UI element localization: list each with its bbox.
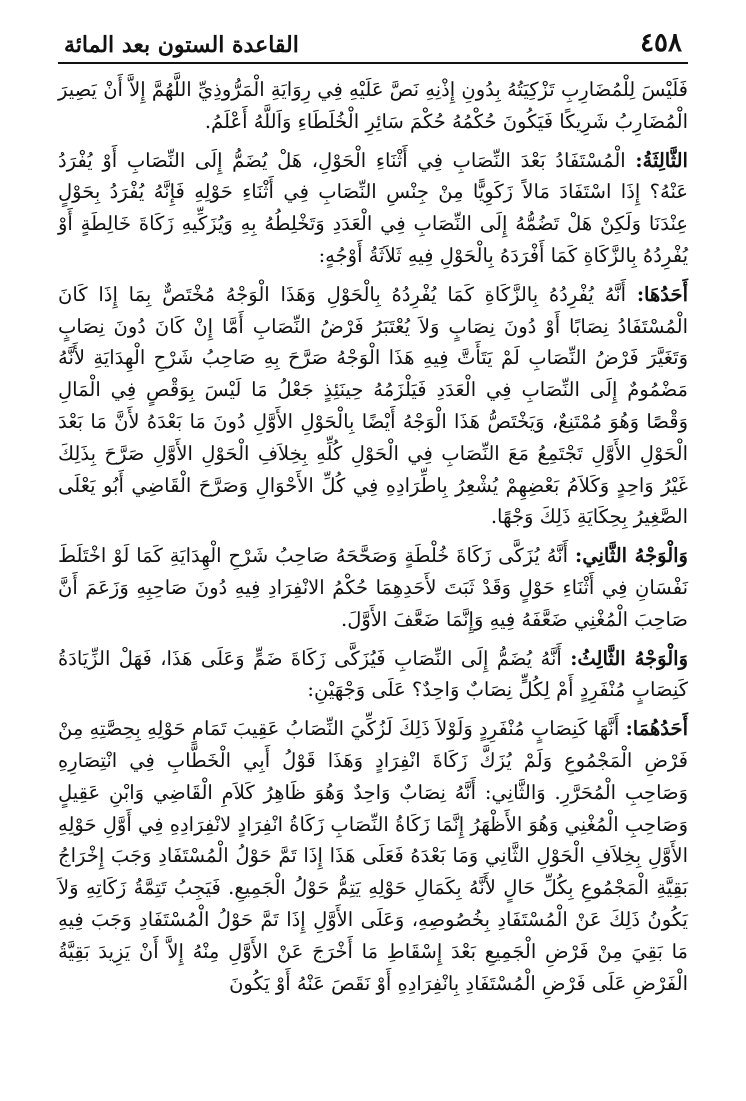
paragraph: وَالْوَجْهُ الثَّانِي: أَنَّهُ يُزَكَّى زَكَاةَ خُلْطَةٍ وَصَحَّحَهُ صَاحِبُ شَرْحِ الْهِدَايَةِ كَمَا لَوْ اخْتَلَطَ نَفْسَانِ فِي أَثْنَاءِ حَوْلٍ وَقَدْ ثَبَتَ لأَحَدِهِمَا حُكْمُ الانْفِرَادِ فِيهِ دُونَ صَاحِبِهِ وَزَعَمَ أَنَّ صَاحِبَ الْمُغْنِي ضَعَّفَهُ فِيهِ وَإِنَّمَا ضَعَّفَ الأَوَّلَ.: [58, 544, 688, 631]
paragraph-lead: أَحَدُهَا:: [636, 282, 688, 306]
paragraph: أَحَدُهَا: أَنَّهُ يُفْرِدُهُ بِالزَّكَاةِ كَمَا يُفْرِدُهُ بِالْحَوْلِ وَهَذَا الْوَجْهُ مُخْتَصٌّ بِمَا إِذَا كَانَ الْمُسْتَفَادُ نِصَابًا أَوْ دُونَ نِصَابٍ وَلاَ يُعْتَبَرُ فَرْضُ النِّصَابِ أَمَّا إِنْ كَانَ دُونَ نِصَابٍ وَتَغَيَّرَ فَرْضُ النِّصَابِ لَمْ يَتَأَتَّ فِيهِ هَذَا الْوَجْهُ صَرَّحَ بِهِ صَاحِبُ شَرْحِ الْهِدَايَةِ لأَنَّهُ مَضْمُومٌ إِلَى النِّصَابِ فِي الْعَدَدِ فَيَلْزَمُهُ حِينَئِذٍ جَعْلُ مَا لَيْسَ بِوَقْصٍ فِي الْمَالِ وَقْصًا وَهُوَ مُمْتَنِعٌ، وَيَخْتَصُّ هَذَا الْوَجْهُ أَيْضًا بِالْحَوْلِ الأَوَّلِ دُونَ مَا بَعْدَهُ لأَنَّ مَا بَعْدَ الْحَوْلِ الأَوَّلِ تَجْتَمِعُ مَعَ النِّصَابِ فِي الْحَوْلِ كُلِّهِ بِخِلاَفِ الْحَوْلِ الأَوَّلِ صَرَّحَ بِذَلِكَ غَيْرُ وَاحِدٍ وَكَلاَمُ بَعْضِهِمْ يُشْعِرُ بِاطِّرَادِهِ فِي كُلِّ الأَحْوَالِ وَصَرَّحَ الْقَاضِي أَبُو يَعْلَى الصَّغِيرُ بِحِكَايَةِ ذَلِكَ وَجْهًا.: [58, 282, 688, 529]
paragraph: أَحَدُهُمَا: أَنَّهَا كَنِصَابٍ مُنْفَرِدٍ وَلَوْلاَ ذَلِكَ لَزُكِّيَ النِّصَابُ عَقِيبَ تَمَامِ حَوْلِهِ بِحِصَّتِهِ مِنْ فَرْضِ الْمَجْمُوعِ وَلَمْ يُزَكَّ زَكَاةَ انْفِرَادٍ وَهَذَا قَوْلُ أَبِي الْخَطَّابِ فِي انْتِصَارِهِ وَصَاحِبِ الْمُحَرَّرِ. وَالثَّانِي: أَنَّهُ نِصَابٌ وَاحِدٌ وَهُوَ ظَاهِرُ كَلاَمِ الْقَاضِي وَابْنِ عَقِيلٍ وَصَاحِبِ الْمُغْنِي وَهُوَ الأَظْهَرُ إِنَّمَا زَكَاةُ النِّصَابِ زَكَاةُ انْفِرَادٍ لانْفِرَادِهِ فِي أَوَّلِ حَوْلِهِ الأَوَّلِ بِخِلاَفِ الْحَوْلِ الثَّانِي وَمَا بَعْدَهُ فَعَلَى هَذَا إِذَا تَمَّ حَوْلُ الْمُسْتَفَادِ وَجَبَ إِخْرَاجُ بَقِيَّةِ الْمَجْمُوعِ بِكُلِّ حَالٍ لأَنَّهُ بِكَمَالِ حَوْلِهِ يَتِمُّ حَوْلُ الْجَمِيعِ. فَيَجِبُ تَتِمَّةُ زَكَاتِهِ وَلاَ يَكُونُ ذَلِكَ عَنْ الْمُسْتَفَادِ بِخُصُوصِهِ، وَعَلَى الأَوَّلِ إِذَا تَمَّ حَوْلُ الْمُسْتَفَادِ وَجَبَ فِيهِ مَا بَقِيَ مِنْ فَرْضِ الْجَمِيعِ بَعْدَ إِسْقَاطِ مَا أَخْرَجَ عَنْ الأَوَّلِ مِنْهُ إِلاَّ أَنْ يَزِيدَ بَقِيَّةُ الْفَرْضِ عَلَى فَرْضِ الْمُسْتَفَادِ بِانْفِرَادِهِ أَوْ نَقَصَ عَنْهُ أَوْ يَكُونَ: [58, 717, 688, 995]
paragraph-lead: أَحَدُهُمَا:: [625, 717, 688, 741]
page-number: ٤٥٨: [640, 28, 682, 58]
paragraph-lead: وَالْوَجْهُ الثَّانِي:: [575, 544, 688, 568]
paragraph-lead: وَالْوَجْهُ الثَّالِثُ:: [570, 646, 689, 670]
paragraph-lead: الثَّالِثَةُ:: [635, 148, 688, 172]
page-header: [58, 30, 688, 64]
paragraph: الثَّالِثَةُ: الْمُسْتَفَادُ بَعْدَ النِّصَابِ فِي أَثْنَاءِ الْحَوْلِ، هَلْ يُضَمُّ إِلَى النِّصَابِ أَوْ يُفْرَدُ عَنْهُ؟ إِذَا اسْتَفَادَ مَالاً زَكَوِيًّا مِنْ جِنْسِ النِّصَابِ فِي أَثْنَاءِ حَوْلِهِ فَإِنَّهُ يُفْرَدُ بِحَوْلٍ عِنْدَنَا وَلَكِنْ هَلْ تَضُمُّهُ إِلَى النِّصَابِ فِي الْعَدَدِ وَتَخْلِطُهُ بِهِ وَيُزَكِّيهِ زَكَاةَ خَالِطَةٍ أَوْ يُفْرِدُهُ بِالزَّكَاةِ كَمَا أَفْرَدَهُ بِالْحَوْلِ فِيهِ ثَلاَثَةُ أَوْجُهٍ:: [58, 148, 688, 267]
running-title: القاعدة الستون بعد المائة: [64, 32, 299, 58]
body-text: [58, 74, 688, 999]
paragraph: فَلَيْسَ لِلْمُضَارِبِ تَزْكِيَتُهُ بِدُونِ إِذْنِهِ نَصَّ عَلَيْهِ فِي رِوَايَةِ الْمَرُّوذِيِّ اللَّهُمَّ إِلاَّ أَنْ يَصِيرَ الْمُضَارِبُ شَرِيكًا فَيَكُونَ حُكْمُهُ حُكْمَ سَائِرِ الْخُلَطَاءِ وَاَللَّهُ أَعْلَمُ.: [58, 78, 688, 133]
paragraph: وَالْوَجْهُ الثَّالِثُ: أَنَّهُ يُضَمُّ إِلَى النِّصَابِ فَيُزَكَّى زَكَاةَ ضَمٍّ وَعَلَى هَذَا، فَهَلْ الزِّيَادَةُ كَنِصَابٍ مُنْفَرِدٍ أَمْ لِكُلٍّ نِصَابٌ وَاحِدٌ؟ عَلَى وَجْهَيْنِ:: [58, 646, 689, 702]
